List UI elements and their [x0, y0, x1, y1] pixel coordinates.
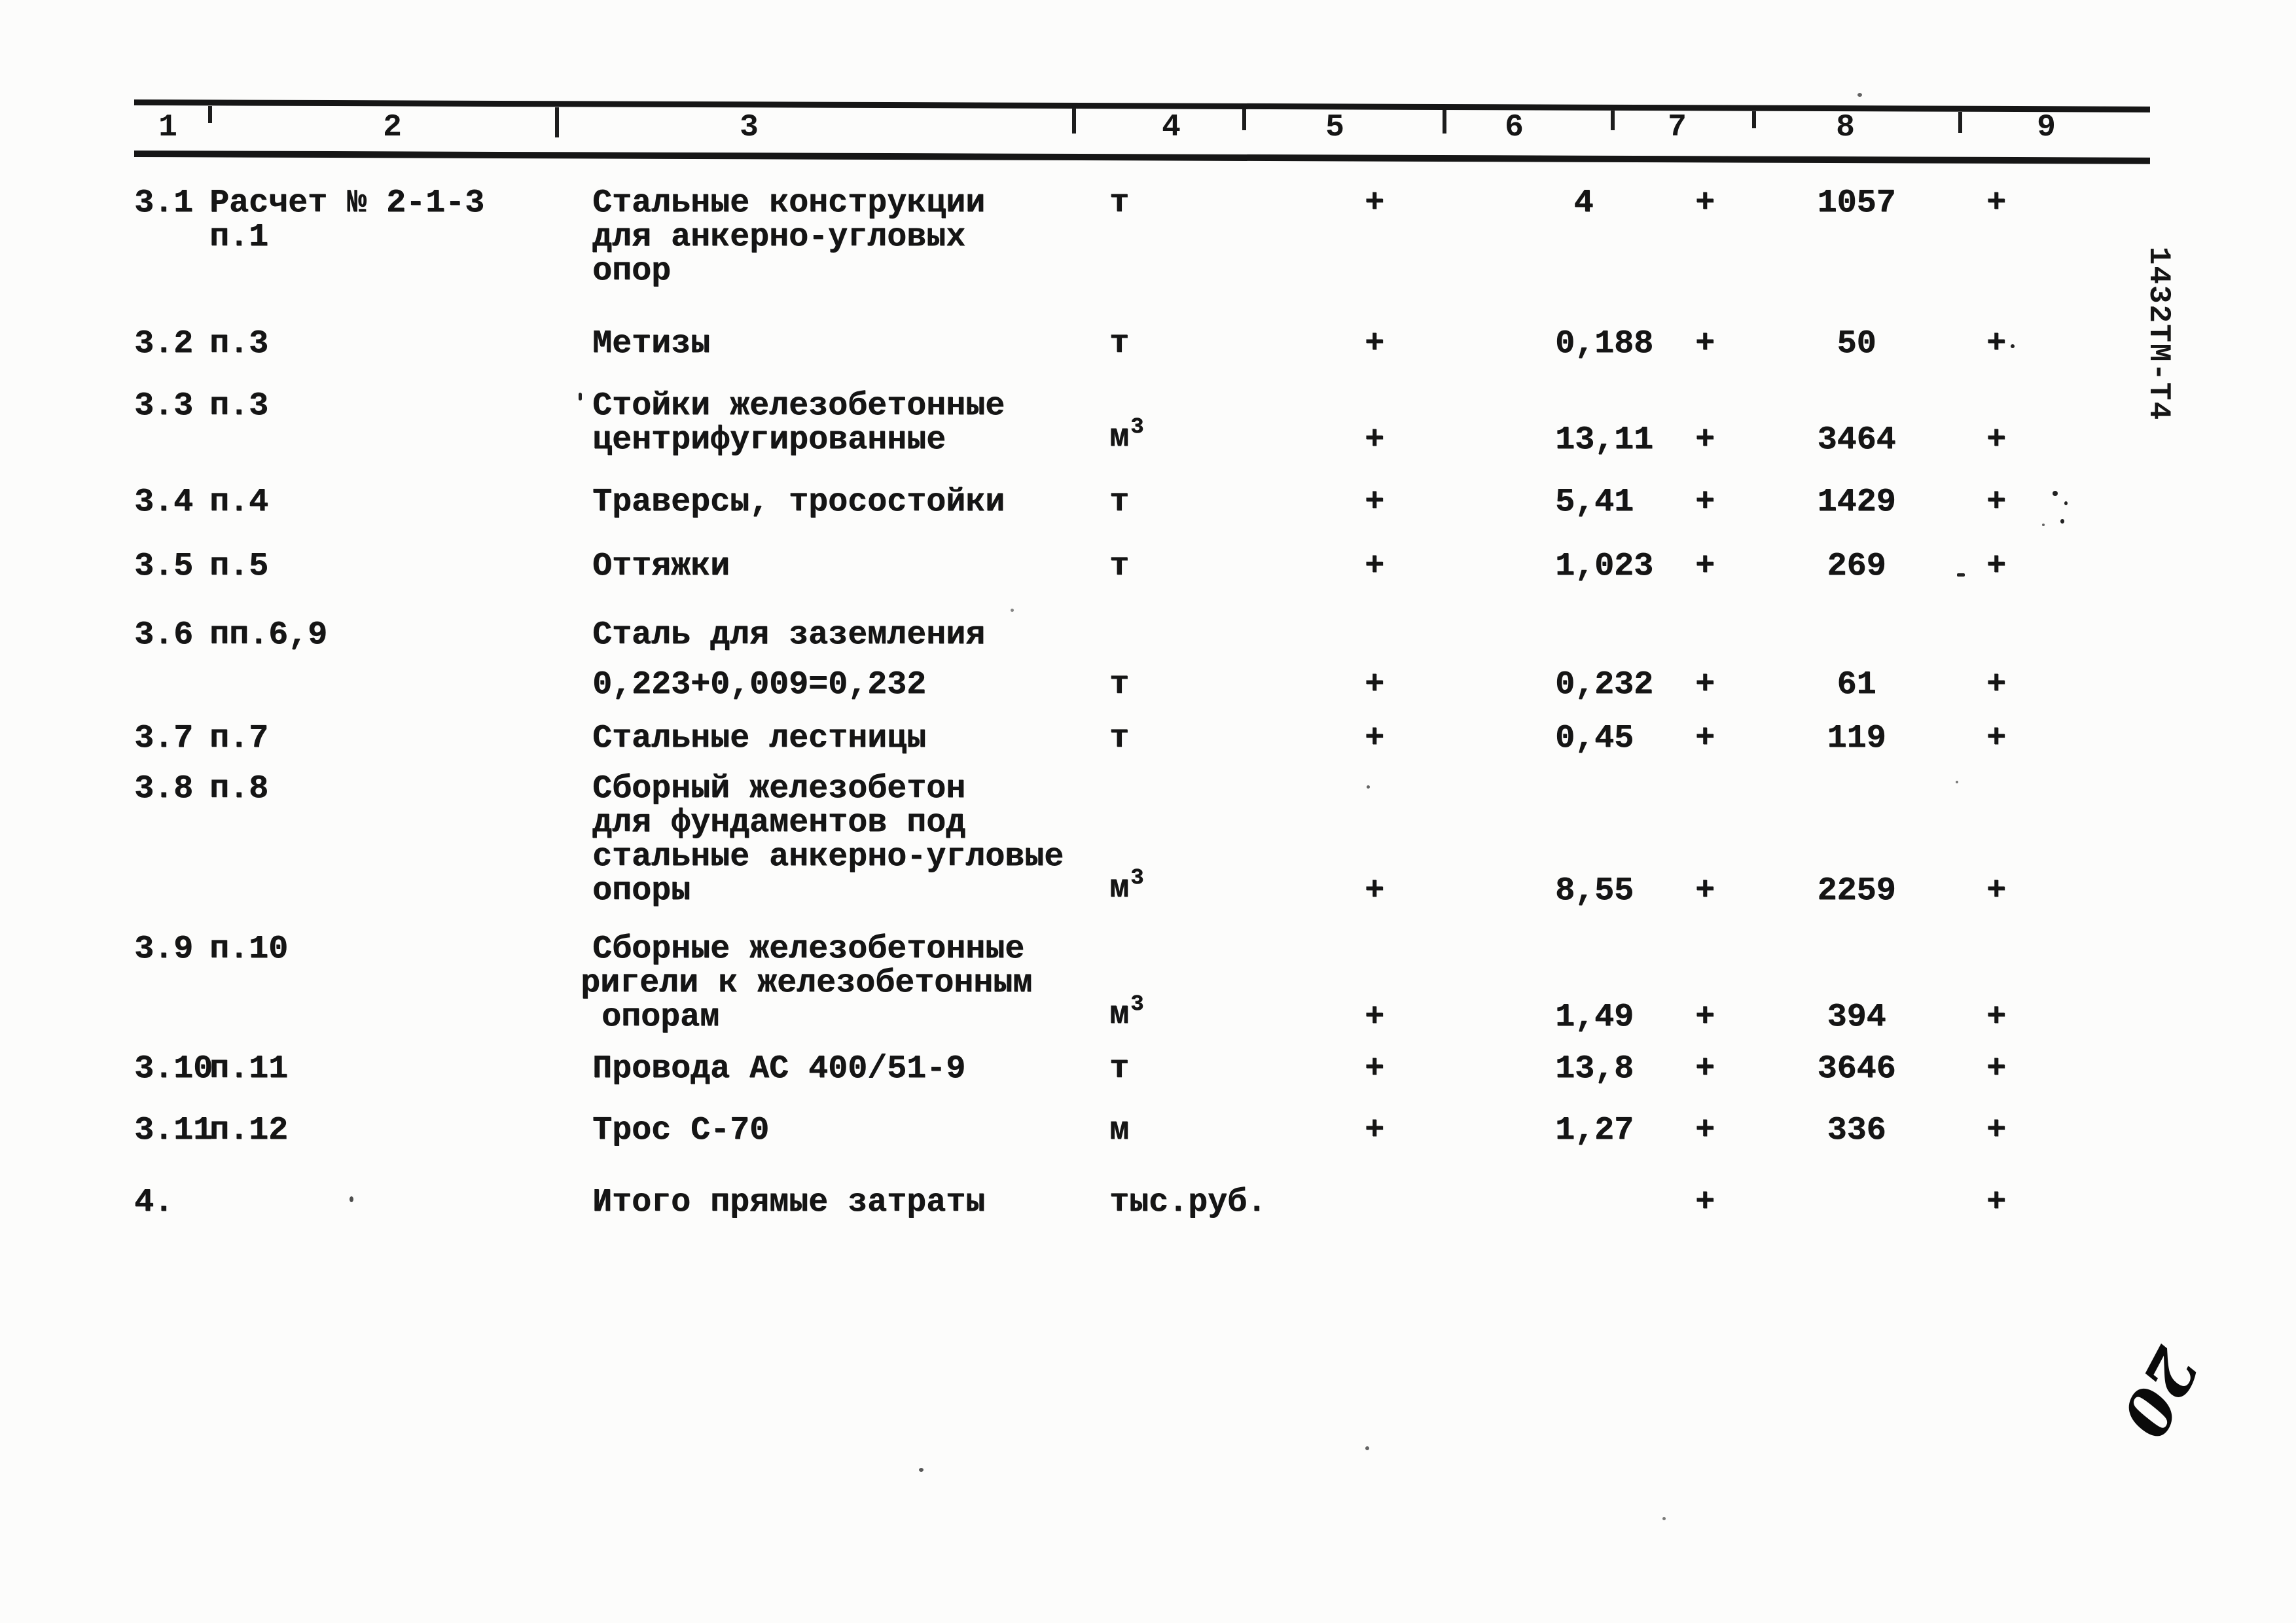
- row-cost: 3646: [1817, 1050, 1896, 1088]
- table-row: [134, 933, 2149, 1035]
- row-cost: 394: [1827, 999, 1886, 1036]
- row-name: [556, 618, 1073, 702]
- row-name: [556, 722, 1073, 756]
- column-tick: [1958, 112, 1962, 133]
- scan-speck: [350, 1196, 353, 1202]
- row-cost: 3464: [1817, 421, 1896, 459]
- scan-speck: [1857, 93, 1862, 97]
- plus-mark: +: [1365, 1050, 1385, 1088]
- unit-superscript: 3: [1130, 992, 1144, 1017]
- row-unit: [1073, 486, 1244, 520]
- row-quantity: 1,27: [1555, 1112, 1634, 1149]
- row-unit: [1073, 1114, 1244, 1148]
- name-line: Сборные железобетонные: [592, 931, 1025, 968]
- table-row: [134, 722, 2149, 756]
- row-quantity: 0,232: [1555, 666, 1654, 704]
- scan-speck: [2011, 344, 2015, 348]
- name-line: Стальные конструкции: [592, 185, 986, 222]
- name-line: Метизы: [592, 325, 711, 363]
- plus-mark: +: [1365, 185, 1385, 222]
- name-line: стальные анкерно-угловые: [592, 838, 1064, 876]
- plus-mark: +: [1365, 666, 1385, 704]
- unit-text: т: [1109, 720, 1130, 757]
- row-number: 3.8: [134, 770, 194, 808]
- column-header-1: 1: [158, 110, 178, 145]
- table-row-total: [134, 1186, 2149, 1220]
- table-row: [134, 1052, 2149, 1086]
- row-basis: п.11: [209, 1050, 289, 1088]
- handwritten-page-number: 20: [2106, 1336, 2214, 1449]
- unit-text: т: [1109, 1050, 1130, 1088]
- row-quantity: 0,45: [1555, 720, 1634, 757]
- row-basis: п.3: [209, 387, 269, 425]
- unit-text: тыс.руб.: [1109, 1184, 1267, 1221]
- plus-mark: +: [1695, 1112, 1715, 1149]
- row-quantity: 5,41: [1555, 484, 1634, 521]
- row-basis: п.7: [209, 720, 269, 757]
- plus-mark: +: [1365, 484, 1385, 521]
- row-quantity: 1,49: [1555, 999, 1634, 1036]
- name-line: Стальные лестницы: [592, 720, 927, 757]
- name-line: опорам: [601, 999, 720, 1036]
- name-line: Трос С-70: [592, 1112, 770, 1149]
- plus-mark: +: [1365, 1112, 1385, 1149]
- row-name: [556, 1052, 1073, 1086]
- name-line: Траверсы, тросостойки: [592, 484, 1005, 521]
- plus-mark: +: [1365, 999, 1385, 1036]
- unit-text: т: [1109, 325, 1130, 363]
- table-row: [134, 618, 2149, 702]
- row-name: [556, 1186, 1073, 1220]
- row-name: [556, 933, 1073, 1035]
- calculation-line: 0,223+0,009=0,232: [592, 666, 927, 704]
- scan-speck: [1956, 781, 1958, 783]
- row-number: 3.2: [134, 325, 194, 363]
- scan-speck: [2042, 524, 2045, 526]
- name-line: Сборный железобетон: [592, 770, 966, 808]
- unit-superscript: 3: [1130, 415, 1144, 440]
- plus-mark: +: [1365, 720, 1385, 757]
- column-tick: [1242, 109, 1246, 130]
- unit-text: м: [1109, 419, 1130, 456]
- name-line: Оттяжки: [592, 548, 730, 585]
- plus-mark: +: [1695, 1184, 1715, 1221]
- name-line: Итого прямые затраты: [592, 1184, 986, 1221]
- column-tick: [1443, 110, 1446, 134]
- basis-line: п.1: [209, 219, 269, 256]
- table-row: [134, 389, 2149, 457]
- scan-speck: [2053, 491, 2058, 496]
- plus-mark: +: [1695, 666, 1715, 704]
- plus-mark: +: [1695, 421, 1715, 459]
- row-unit: [1073, 992, 1244, 1035]
- name-line: для анкерно-угловых: [592, 219, 966, 256]
- table-rule-header-bottom: [134, 151, 2150, 164]
- row-cost: 336: [1827, 1112, 1886, 1149]
- plus-mark: +: [1365, 872, 1385, 910]
- row-unit: [1073, 866, 1244, 908]
- name-line: опор: [592, 253, 672, 290]
- row-name: [556, 1114, 1073, 1148]
- column-header-6: 6: [1505, 110, 1524, 145]
- row-cost: 61: [1837, 666, 1876, 704]
- name-line: для фундаментов под: [592, 804, 966, 842]
- plus-mark: +: [1695, 484, 1715, 521]
- unit-text: т: [1109, 548, 1130, 585]
- row-number: 3.4: [134, 484, 194, 521]
- plus-mark: +: [1695, 872, 1715, 910]
- row-name: [556, 550, 1073, 584]
- unit-text: м: [1109, 1112, 1130, 1149]
- scan-speck: [1957, 573, 1965, 577]
- row-number: 3.3: [134, 387, 194, 425]
- row-number: 3.1: [134, 185, 194, 222]
- row-number: 3.6: [134, 616, 194, 654]
- plus-mark: +: [1695, 325, 1715, 363]
- row-number: 3.11: [134, 1112, 213, 1149]
- column-tick: [555, 107, 559, 137]
- scan-speck: [1011, 609, 1014, 612]
- scan-speck: [2064, 501, 2068, 505]
- row-number: 3.10: [134, 1050, 213, 1088]
- row-unit: [1073, 550, 1244, 584]
- column-header-7: 7: [1668, 110, 1687, 145]
- table-row: [134, 486, 2149, 520]
- name-line: Стойки железобетонные: [592, 387, 1005, 425]
- row-basis: п.8: [209, 770, 269, 808]
- table-row: [134, 550, 2149, 584]
- plus-mark: +: [1986, 872, 2007, 910]
- plus-mark: +: [1986, 1050, 2007, 1088]
- unit-text: м: [1109, 996, 1130, 1033]
- row-number: 3.7: [134, 720, 194, 757]
- table-row: [134, 772, 2149, 908]
- plus-mark: +: [1986, 325, 2007, 363]
- plus-mark: +: [1365, 548, 1385, 585]
- name-line: опоры: [592, 872, 691, 910]
- scan-speck: [919, 1468, 924, 1472]
- row-name: [556, 486, 1073, 520]
- row-quantity: 13,8: [1555, 1050, 1634, 1088]
- row-number: 3.5: [134, 548, 194, 585]
- row-unit: [1073, 327, 1244, 361]
- unit-text: т: [1109, 666, 1130, 704]
- plus-mark: +: [1986, 1184, 2007, 1221]
- document-code-vertical: 1432ТМ-Т4: [2142, 246, 2176, 421]
- unit-text: т: [1109, 484, 1130, 521]
- row-basis: [209, 187, 556, 255]
- row-cost: 269: [1827, 548, 1886, 585]
- row-basis: п.10: [209, 931, 289, 968]
- plus-mark: +: [1986, 1112, 2007, 1149]
- name-line: Сталь для заземления: [592, 616, 986, 654]
- row-name: [556, 389, 1073, 457]
- plus-mark: +: [1986, 484, 2007, 521]
- column-header-5: 5: [1325, 110, 1345, 145]
- plus-mark: +: [1365, 421, 1385, 459]
- column-header-9: 9: [2037, 110, 2056, 145]
- row-number: 4.: [134, 1184, 174, 1221]
- row-quantity: 4: [1573, 185, 1594, 222]
- plus-mark: +: [1986, 666, 2007, 704]
- row-quantity: 8,55: [1555, 872, 1634, 910]
- unit-superscript: 3: [1130, 866, 1144, 891]
- row-unit: [1073, 1184, 1267, 1221]
- row-quantity: 0,188: [1555, 325, 1654, 363]
- row-name: [556, 772, 1073, 908]
- basis-line: Расчет № 2-1-3: [209, 185, 485, 222]
- row-cost: 1057: [1817, 185, 1896, 222]
- row-quantity: 13,11: [1555, 421, 1654, 459]
- column-header-8: 8: [1836, 110, 1856, 145]
- column-header-3: 3: [740, 110, 759, 145]
- name-line: ригели к железобетонным: [581, 965, 1033, 1002]
- plus-mark: +: [1695, 548, 1715, 585]
- plus-mark: +: [1986, 548, 2007, 585]
- plus-mark: +: [1365, 325, 1385, 363]
- row-cost: 1429: [1817, 484, 1896, 521]
- plus-mark: +: [1695, 720, 1715, 757]
- name-line: центрифугированные: [592, 421, 946, 459]
- row-unit: [1073, 415, 1244, 457]
- column-tick: [1752, 111, 1756, 128]
- row-basis: п.3: [209, 325, 269, 363]
- row-number: 3.9: [134, 931, 194, 968]
- column-tick: [1611, 111, 1615, 130]
- row-unit: [1073, 1052, 1244, 1086]
- plus-mark: +: [1695, 185, 1715, 222]
- plus-mark: +: [1986, 421, 2007, 459]
- plus-mark: +: [1986, 720, 2007, 757]
- row-name: [556, 327, 1073, 361]
- row-unit: [1073, 187, 1244, 221]
- row-basis: пп.6,9: [209, 616, 328, 654]
- row-unit: [1073, 668, 1244, 702]
- row-cost: 2259: [1817, 872, 1896, 910]
- scan-speck: [1365, 1446, 1369, 1450]
- row-basis: п.4: [209, 484, 269, 521]
- column-header-4: 4: [1162, 110, 1181, 145]
- row-quantity: 1,023: [1555, 548, 1654, 585]
- plus-mark: +: [1986, 185, 2007, 222]
- row-cost: 119: [1827, 720, 1886, 757]
- column-tick: [1072, 109, 1076, 134]
- scan-speck: [1367, 785, 1370, 789]
- row-name: [556, 187, 1073, 289]
- scan-speck: [1662, 1517, 1666, 1520]
- column-tick: [208, 106, 212, 123]
- plus-mark: +: [1695, 999, 1715, 1036]
- plus-mark: +: [1695, 1050, 1715, 1088]
- row-unit: [1073, 722, 1244, 756]
- table-row: [134, 187, 2149, 289]
- table-row: [134, 1114, 2149, 1148]
- scan-speck: [2060, 519, 2064, 524]
- table-row: [134, 327, 2149, 361]
- row-basis: п.12: [209, 1112, 289, 1149]
- row-basis: п.5: [209, 548, 269, 585]
- unit-text: м: [1109, 870, 1130, 907]
- unit-text: т: [1109, 185, 1130, 222]
- name-line: Провода АС 400/51-9: [592, 1050, 966, 1088]
- row-cost: 50: [1837, 325, 1876, 363]
- column-header-2: 2: [383, 110, 403, 145]
- scan-speck: [579, 393, 582, 401]
- plus-mark: +: [1986, 999, 2007, 1036]
